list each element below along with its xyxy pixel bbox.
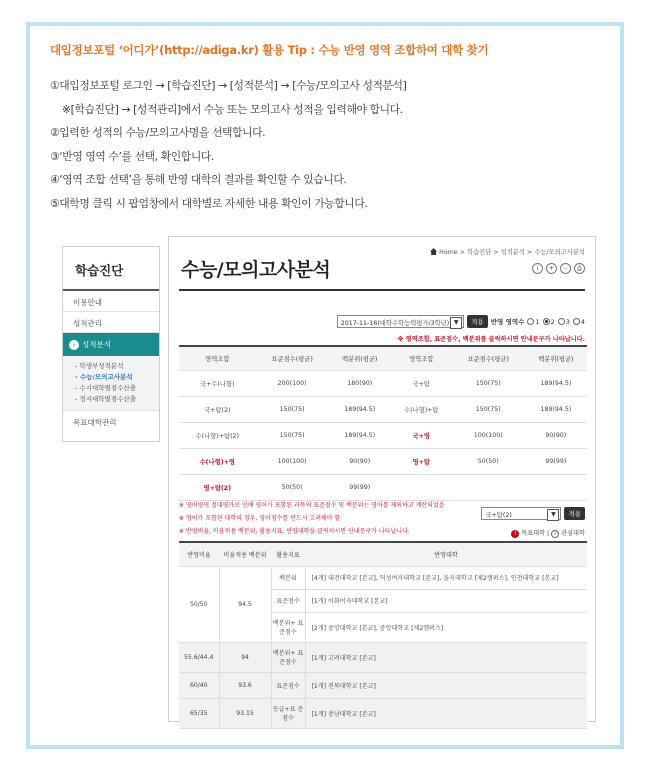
col-applied-pct[interactable]: 비율적용 백분위 (219, 542, 271, 566)
side-navigation (62, 246, 160, 442)
table-row (179, 448, 587, 474)
univ-list-cell[interactable]: [1개] 충남대학교 [본교] (305, 698, 587, 728)
sub-item-record[interactable]: - 학생부성적분석 (75, 362, 124, 370)
sidenav-item-score-manage[interactable]: 성적관리 (63, 312, 159, 333)
sidenav-item-guide[interactable]: 이용안내 (63, 291, 159, 312)
target-univ-label: 목표대학 (521, 530, 546, 537)
main-content (168, 236, 596, 722)
sidenav-subitems (63, 356, 159, 411)
page-tools (532, 263, 585, 274)
applied-pct-cell: 94.5 (219, 566, 271, 642)
std-cell: 150(75) (452, 396, 525, 422)
col-pct[interactable]: 백분위(평균) (525, 346, 587, 370)
sub-item-regular-score[interactable]: - 정시대학별점수산출 (75, 395, 136, 403)
page-title: 수능/모의고사분석 (181, 259, 331, 281)
apply-combo-button[interactable]: 적용 (564, 507, 585, 520)
std-cell: 150(75) (256, 422, 329, 448)
sidenav-item-score-analysis[interactable] (63, 333, 159, 356)
std-cell: 200(100) (256, 370, 329, 396)
interest-univ-label: 관심대학 (561, 530, 585, 537)
pct-cell: 99(99) (329, 474, 391, 500)
table-row (179, 396, 587, 422)
home-icon[interactable] (430, 248, 437, 255)
exam-filter (337, 315, 585, 328)
table-row (179, 672, 587, 698)
col-pct[interactable]: 백분위(평균) (329, 346, 391, 370)
sidenav-item-target-univ[interactable]: 목표대학관리 (73, 418, 117, 427)
step-5: ⑤대학명 클릭 시 팝업창에서 대학별로 자세한 내용 확인이 가능합니다. (50, 196, 368, 210)
pct-cell: 99(99) (525, 448, 587, 474)
info-icon[interactable]: i (532, 263, 543, 274)
radio-count-2[interactable]: 2 (543, 318, 555, 326)
zoom-out-icon[interactable]: - (560, 263, 571, 274)
pct-cell: 189(94.5) (329, 422, 391, 448)
apply-exam-button[interactable]: 적용 (467, 315, 488, 328)
col-std[interactable]: 표준점수(평균) (452, 346, 525, 370)
breadcrumb (430, 247, 585, 256)
adiga-screenshot (62, 236, 596, 722)
indicator-cell: 표준점수 (271, 672, 305, 698)
legend-separator: | (547, 530, 550, 537)
interest-univ-icon: i (551, 530, 559, 538)
univ-table (179, 541, 587, 729)
combo-cell[interactable]: 수(나형)+탐(2) (179, 422, 256, 448)
indicator-cell: 표준점수 (271, 589, 305, 612)
col-univ[interactable]: 반영대학 (305, 542, 587, 566)
col-indicator[interactable]: 활용지표 (271, 542, 305, 566)
empty-cell (525, 474, 587, 500)
step-note: ※[학습진단] → [성적관리]에서 수능 또는 모의고사 성적을 입력해야 합니다. (62, 102, 403, 116)
pct-cell: 189(94.5) (525, 396, 587, 422)
ratio-cell: 65/35 (179, 698, 219, 728)
note-click-guide: ※ 반영비율, 비율적용 백분위, 활용지표, 반영대학을 클릭하시면 안내문구가 나타납니다. (179, 528, 410, 535)
step-2: ②입력한 성적의 수능/모의고사명을 선택합니다. (50, 126, 266, 140)
zoom-in-icon[interactable]: + (546, 263, 557, 274)
combo-table (179, 345, 587, 501)
empty-cell (452, 474, 525, 500)
click-notice: ※ 영역조합, 표준점수, 백분위를 클릭하시면 안내문구가 나타납니다. (397, 336, 585, 343)
table-row (179, 474, 587, 500)
applied-pct-cell: 93.6 (219, 672, 271, 698)
combo-filter (481, 507, 585, 520)
indicator-cell: 등급+표 준점수 (271, 698, 305, 728)
title-divider (179, 289, 585, 291)
univ-table-header (179, 542, 587, 566)
pct-cell: 189(94.5) (329, 396, 391, 422)
table-row (179, 566, 587, 589)
tip-steps (50, 74, 406, 216)
radio-icon (527, 318, 534, 325)
univ-list-cell[interactable]: [4개] 대전대학교 [본교], 덕성여자대학교 [본교], 을지대학교 [제2캠퍼스], 인천대학교 [본교] (305, 566, 587, 589)
radio-count-3[interactable]: 3 (558, 318, 570, 326)
combo-cell[interactable]: 국+수(나형) (179, 370, 256, 396)
univ-legend (511, 528, 585, 538)
print-icon[interactable]: ⎙ (574, 263, 585, 274)
target-univ-icon: ! (511, 530, 519, 538)
combo-cell-english[interactable]: 영+탐(2) (179, 474, 256, 500)
univ-list-cell[interactable]: [1개] 이화여자대학교 [본교] (305, 589, 587, 612)
combo-table-header (179, 346, 587, 370)
std-cell: 100(100) (452, 422, 525, 448)
combo-select[interactable]: 국+탐(2) ▼ (481, 507, 561, 520)
indicator-cell: 백분위 (271, 566, 305, 589)
std-cell: 50(50) (452, 448, 525, 474)
empty-cell (391, 474, 452, 500)
col-combo[interactable]: 영역조합 (391, 346, 452, 370)
radio-count-4[interactable]: 4 (573, 318, 585, 326)
indicator-cell: 백분위+ 표준점수 (271, 642, 305, 672)
ratio-cell: 55.6/44.4 (179, 642, 219, 672)
sub-item-csat-mock[interactable]: - 수능/모의고사분석 (75, 373, 133, 381)
combo-cell[interactable]: 국+탐 (391, 370, 452, 396)
pct-cell: 90(90) (329, 448, 391, 474)
std-cell: 150(75) (452, 370, 525, 396)
pct-cell: 189(94.5) (525, 370, 587, 396)
indicator-cell: 백분위+ 표준점수 (271, 612, 305, 642)
sub-item-early-score[interactable]: - 수시대학별점수산출 (75, 384, 136, 392)
std-cell: 150(75) (256, 396, 329, 422)
step-4: ④‘영역 조합 선택’을 통해 반영 대학의 결과를 확인할 수 있습니다. (50, 173, 347, 187)
breadcrumb-text: Home > 학습진단 > 성적분석 > 수능/모의고사분석 (439, 249, 585, 256)
radio-count-1[interactable]: 1 (527, 318, 539, 326)
univ-list-cell[interactable]: [2개] 중앙대학교 [본교], 중앙대학교 [제2캠퍼스] (305, 612, 587, 642)
applied-pct-cell: 93.15 (219, 698, 271, 728)
radio-icon (558, 318, 565, 325)
exam-select[interactable]: 2017-11-16(대학수학능력평가/3학년) ▼ (337, 315, 464, 328)
combo-cell-english[interactable]: 영+탐 (391, 448, 452, 474)
chevron-right-icon: › (69, 340, 79, 350)
combo-cell[interactable]: 국+탐(2) (179, 396, 256, 422)
note-english-consider: ※ 영어가 포함된 대학의 경우, 영어점수를 반드시 고려해야 함 (179, 515, 341, 522)
note-english-absolute: ※ 영어영역 절대평가로 인해 영어가 포함된 과목의 표준점수 및 백분위는 영어를 제외하고 계산되었음 (179, 502, 445, 509)
applied-pct-cell: 94 (219, 642, 271, 672)
area-count-label: 반영 영역수 (490, 318, 525, 326)
step-3: ③‘반영 영역 수’를 선택, 확인합니다. (50, 149, 214, 163)
combo-cell-english[interactable]: 수(나형)+영 (179, 448, 256, 474)
sidenav-title: 학습진단 (63, 247, 159, 291)
col-std[interactable]: 표준점수(평균) (256, 346, 329, 370)
col-ratio[interactable]: 반영비율 (179, 542, 219, 566)
combo-cell[interactable]: 수(나형)+탐 (391, 396, 452, 422)
ratio-cell: 50/50 (179, 566, 219, 642)
step-1: ①대입정보포털 로그인 → [학습진단] → [성적분석] → [수능/모의고사 성적분석] (50, 79, 407, 92)
tip-title: 대입정보포털 ‘어디가’(http://adiga.kr) 활용 Tip : 수능 반영 영역 조합하여 대학 찾기 (50, 43, 489, 57)
univ-list-cell[interactable]: [1개] 전북대학교 [본교] (305, 672, 587, 698)
std-cell: 100(100) (256, 448, 329, 474)
tip-frame (26, 22, 624, 749)
pct-cell: 180(90) (329, 370, 391, 396)
sidenav-item-label: 성적분석 (82, 340, 111, 349)
score-notes (179, 499, 445, 538)
pct-cell: 90(90) (525, 422, 587, 448)
radio-checked-icon (543, 318, 550, 325)
radio-icon (573, 318, 580, 325)
table-row (179, 642, 587, 672)
table-row (179, 370, 587, 396)
table-row (179, 422, 587, 448)
std-cell: 50(50) (256, 474, 329, 500)
ratio-cell: 60/40 (179, 672, 219, 698)
combo-cell-english[interactable]: 국+영 (391, 422, 452, 448)
univ-list-cell[interactable]: [1개] 고려대학교 [본교] (305, 642, 587, 672)
col-combo[interactable]: 영역조합 (179, 346, 256, 370)
table-row (179, 698, 587, 728)
